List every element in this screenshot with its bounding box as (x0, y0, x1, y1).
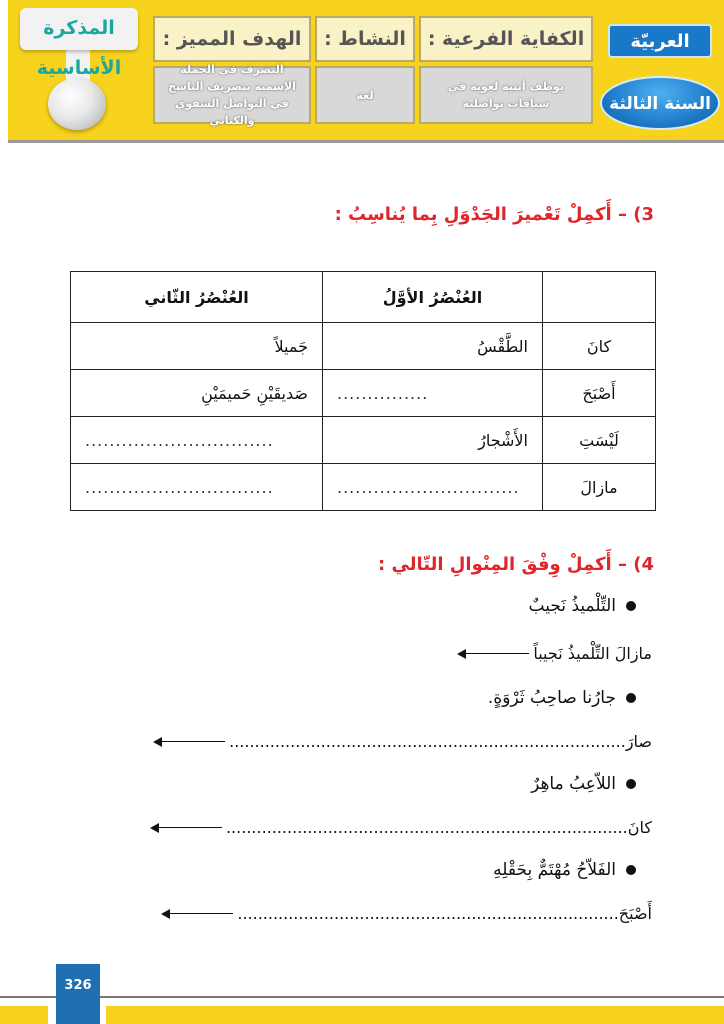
first-element-blank[interactable]: ............... (323, 370, 543, 417)
info-column-objective (153, 16, 311, 126)
table-row (71, 370, 656, 417)
subject-label: العربيّة (608, 24, 712, 58)
table-row (71, 323, 656, 370)
info-column-activity (315, 16, 415, 126)
table-header-cell (543, 272, 656, 323)
table-header-cell: العُنْصُرُ الثّاني (71, 272, 323, 323)
list-item (488, 688, 636, 708)
list-item (531, 774, 636, 794)
table-header-row (71, 272, 656, 323)
list-item (493, 860, 636, 880)
brand-title: المذكرة الأساسية (20, 8, 138, 50)
sentence-text: الفَلاّحُ مُهْتَمٌّ بِحَقْلِهِ (493, 860, 616, 880)
verb-cell: كانَ (543, 323, 656, 370)
table-header-cell: العُنْصُرُ الأوَّلُ (323, 272, 543, 323)
answer-blank[interactable]: أَصْبَحَ........................................................................... (237, 904, 652, 923)
bullet-icon (626, 601, 636, 611)
objective-body: التصرف في الجملة الإسمية بتصريف الناسخ في التواصل الشفوي والكتابي (153, 66, 311, 124)
question3-title: 3) – أَكمِلْ تَعْميرَ الجَدْوَلِ بِما يُناسِبُ : (334, 204, 654, 225)
sentence-text: التِّلْميذُ نَجيبٌ (528, 596, 616, 616)
page-header (8, 0, 724, 143)
answer-text: مازالَ التِّلْميذُ نَجيباً (533, 644, 652, 663)
year-label: السنة الثالثة (600, 76, 720, 130)
table-row (71, 464, 656, 511)
sentence-text: جارُنا صاحِبُ ثَرْوَةٍ. (487, 688, 616, 708)
first-element-cell: الأَشْجارُ (323, 417, 543, 464)
sentence-text: اللاّعِبُ ماهِرٌ (531, 774, 616, 794)
footer-divider (0, 996, 724, 998)
second-element-blank[interactable]: ............................... (71, 464, 323, 511)
answer-line[interactable] (147, 732, 652, 751)
answer-blank[interactable]: صارَ.............................................................................. (229, 732, 652, 751)
bullet-icon (626, 779, 636, 789)
footer-bar-left (0, 1006, 48, 1024)
question4-title: 4) – أَكمِلْ وِفْقَ المِنْوالِ التّالي : (378, 554, 654, 575)
bullet-icon (626, 693, 636, 703)
verb-cell: أَصْبَحَ (543, 370, 656, 417)
answer-blank[interactable]: كانَ............................................................................... (225, 818, 652, 837)
arrow-left-icon (457, 648, 529, 660)
answer-line (451, 644, 652, 663)
arrow-left-icon (153, 736, 225, 748)
answer-line[interactable] (144, 818, 652, 837)
bullet-icon (626, 865, 636, 875)
activity-body: لغة (315, 66, 415, 124)
second-element-cell: جَميلاً (71, 323, 323, 370)
activity-title: النشاط : (315, 16, 415, 62)
competence-body: يوظف أبنية لغوية في سياقات تواصلية (419, 66, 593, 124)
first-element-blank[interactable]: .............................. (323, 464, 543, 511)
fill-table (70, 271, 656, 511)
objective-title: الهدف المميز : (153, 16, 311, 62)
footer-bar-right (106, 1006, 724, 1024)
brand-badge (20, 0, 140, 132)
page-number: 326 (56, 964, 100, 1024)
arrow-left-icon (150, 822, 222, 834)
list-item (529, 596, 636, 616)
table-row (71, 417, 656, 464)
second-element-cell: صَديقَيْنِ حَميمَيْنِ (71, 370, 323, 417)
verb-cell: مازالَ (543, 464, 656, 511)
info-grid (153, 16, 593, 126)
verb-cell: لَيْسَتِ (543, 417, 656, 464)
first-element-cell: الطَّقْسُ (323, 323, 543, 370)
second-element-blank[interactable]: ............................... (71, 417, 323, 464)
answer-line[interactable] (155, 904, 652, 923)
arrow-left-icon (161, 908, 233, 920)
competence-title: الكفاية الفرعية : (419, 16, 593, 62)
info-column-competence (419, 16, 593, 126)
